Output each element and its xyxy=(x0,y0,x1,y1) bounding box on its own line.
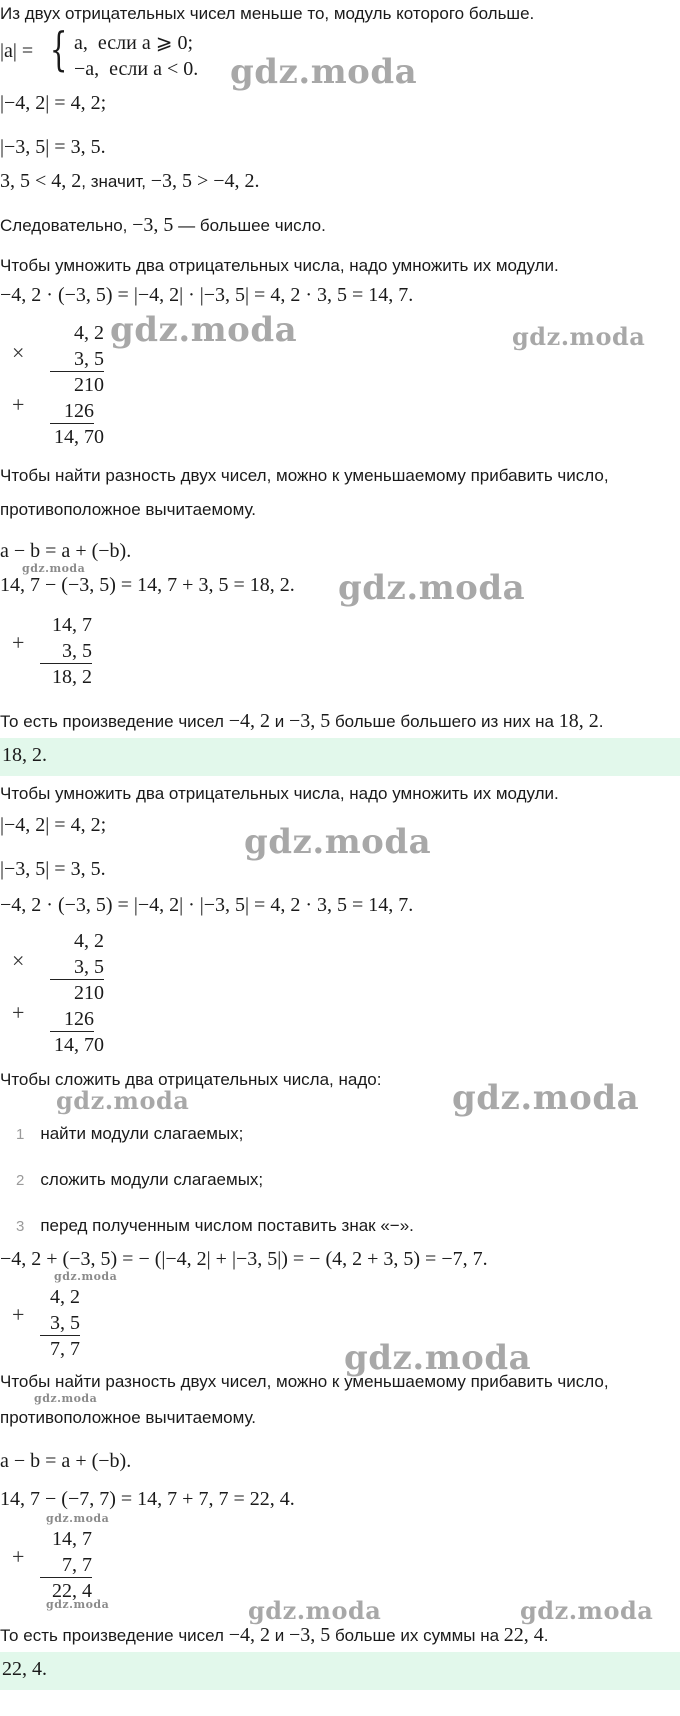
watermark-logo: gdz.moda xyxy=(46,1598,110,1611)
subtraction-rule: Чтобы найти разность двух чисел, можно к уменьшаемому прибавить число, xyxy=(0,466,609,485)
final-text: . xyxy=(543,1626,549,1645)
column-operand: 14, 7 xyxy=(52,614,92,636)
column-operand: 7, 7 xyxy=(40,1554,92,1578)
comparison-line xyxy=(0,170,260,193)
multiplication-equation: −4, 2 · (−3, 5) = |−4, 2| · |−3, 5| = 4, 2 · 3, 5 = 14, 7. xyxy=(0,894,414,916)
addition-equation: −4, 2 + (−3, 5) = − (|−4, 2| + |−3, 5|) = − (4, 2 + 3, 5) = −7, 7. xyxy=(0,1248,488,1270)
conclusion-tail: — большее число. xyxy=(173,216,326,235)
watermark-logo: gdz.moda xyxy=(46,1512,110,1525)
watermark-logo: gdz.moda xyxy=(110,310,298,350)
final-statement xyxy=(0,710,603,733)
column-operand: 4, 2 xyxy=(74,930,104,952)
column-result: 18, 2 xyxy=(52,666,92,688)
final-number: 18, 2 xyxy=(558,710,599,732)
list-text: найти модули слагаемых; xyxy=(40,1124,244,1143)
list-number: 2 xyxy=(16,1172,25,1189)
subtraction-formula: a − b = a + (−b). xyxy=(0,1450,132,1472)
answer-box xyxy=(0,738,680,776)
final-text: То есть произведение чисел xyxy=(0,712,229,731)
column-partial-product: 126 xyxy=(50,1008,94,1032)
multiplication-equation: −4, 2 · (−3, 5) = |−4, 2| · |−3, 5| = 4, 2 · 3, 5 = 14, 7. xyxy=(0,284,414,306)
watermark-logo: gdz.moda xyxy=(520,1596,654,1625)
abs-definition-case2: −a, если a < 0. xyxy=(74,58,199,80)
conclusion-text: Следовательно, xyxy=(0,216,133,235)
conclusion-number: −3, 5 xyxy=(132,214,174,236)
multiplication-rule: Чтобы умножить два отрицательных числа, надо умножить их модули. xyxy=(0,784,559,803)
watermark-logo: gdz.moda xyxy=(56,1086,190,1115)
addition-rule: Чтобы сложить два отрицательных числа, надо: xyxy=(0,1070,382,1089)
final-text: и xyxy=(269,712,289,731)
list-number: 3 xyxy=(16,1218,25,1235)
column-partial-product: 210 xyxy=(74,374,104,396)
column-operand: 3, 5 xyxy=(50,956,104,980)
list-item xyxy=(16,1216,414,1236)
final-number: 22, 4 xyxy=(503,1624,544,1646)
column-result: 22, 4 xyxy=(52,1580,92,1602)
plus-sign: + xyxy=(12,1544,25,1569)
list-text: сложить модули слагаемых; xyxy=(40,1170,264,1189)
brace-symbol: { xyxy=(49,22,68,76)
multiply-sign: × xyxy=(12,340,25,365)
final-text: . xyxy=(598,712,604,731)
final-number: −4, 2 xyxy=(228,1624,270,1646)
list-item xyxy=(16,1170,263,1190)
abs-definition-case1: a, если a ⩾ 0; xyxy=(74,32,194,54)
plus-sign: + xyxy=(12,1000,25,1025)
final-text: и xyxy=(269,1626,289,1645)
column-partial-product: 126 xyxy=(50,400,94,424)
watermark-logo: gdz.moda xyxy=(248,1596,382,1625)
column-result: 14, 70 xyxy=(54,1034,104,1056)
list-item xyxy=(16,1124,243,1144)
watermark-logo: gdz.moda xyxy=(34,1392,98,1405)
column-operand: 4, 2 xyxy=(74,322,104,344)
column-result: 7, 7 xyxy=(50,1338,80,1360)
subtraction-rule: противоположное вычитаемому. xyxy=(0,1408,257,1427)
watermark-logo: gdz.moda xyxy=(22,562,86,575)
column-operand: 3, 5 xyxy=(40,640,92,664)
subtraction-formula: a − b = a + (−b). xyxy=(0,540,132,562)
column-partial-product: 210 xyxy=(74,982,104,1004)
answer-value: 22, 4. xyxy=(2,1658,47,1680)
final-text: больше большего из них на xyxy=(330,712,559,731)
abs-value-line: |−4, 2| = 4, 2; xyxy=(0,814,107,836)
final-text: То есть произведение чисел xyxy=(0,1626,229,1645)
list-text: перед полученным числом поставить знак «−». xyxy=(40,1216,414,1235)
final-number: −3, 5 xyxy=(288,710,331,732)
plus-sign: + xyxy=(12,392,25,417)
column-operand: 3, 5 xyxy=(50,348,104,372)
comparison-expr: 3, 5 < 4, 2 xyxy=(0,170,82,192)
multiplication-rule: Чтобы умножить два отрицательных числа, надо умножить их модули. xyxy=(0,256,559,275)
watermark-logo: gdz.moda xyxy=(54,1270,118,1283)
final-statement xyxy=(0,1624,549,1647)
watermark-logo: gdz.moda xyxy=(344,1338,532,1378)
column-result: 14, 70 xyxy=(54,426,104,448)
multiply-sign: × xyxy=(12,948,25,973)
abs-definition-lhs: |a| = xyxy=(0,40,34,62)
conclusion-line xyxy=(0,214,326,237)
comparison-word: , значит, xyxy=(81,172,151,191)
abs-value-line: |−4, 2| = 4, 2; xyxy=(0,92,107,114)
list-number: 1 xyxy=(16,1126,25,1143)
plus-sign: + xyxy=(12,1302,25,1327)
final-text: больше их суммы на xyxy=(330,1626,504,1645)
comparison-result: −3, 5 > −4, 2. xyxy=(150,170,260,192)
watermark-logo: gdz.moda xyxy=(338,568,526,608)
subtraction-rule: противоположное вычитаемому. xyxy=(0,500,257,519)
plus-sign: + xyxy=(12,630,25,655)
final-number: −3, 5 xyxy=(288,1624,331,1646)
watermark-logo: gdz.moda xyxy=(452,1078,640,1118)
subtraction-equation: 14, 7 − (−7, 7) = 14, 7 + 7, 7 = 22, 4. xyxy=(0,1488,295,1510)
watermark-logo: gdz.moda xyxy=(244,822,432,862)
final-number: −4, 2 xyxy=(228,710,270,732)
answer-value: 18, 2. xyxy=(2,744,47,766)
column-operand: 4, 2 xyxy=(50,1286,80,1308)
column-operand: 14, 7 xyxy=(52,1528,92,1550)
intro-text: Из двух отрицательных чисел меньше то, модуль которого больше. xyxy=(0,4,535,23)
abs-value-line: |−3, 5| = 3, 5. xyxy=(0,136,106,158)
subtraction-rule: Чтобы найти разность двух чисел, можно к уменьшаемому прибавить число, xyxy=(0,1372,609,1391)
column-operand: 3, 5 xyxy=(40,1312,80,1336)
watermark-logo: gdz.moda xyxy=(230,52,418,92)
watermark-logo: gdz.moda xyxy=(512,322,646,351)
abs-value-line: |−3, 5| = 3, 5. xyxy=(0,858,106,880)
subtraction-equation: 14, 7 − (−3, 5) = 14, 7 + 3, 5 = 18, 2. xyxy=(0,574,295,596)
answer-box xyxy=(0,1652,680,1690)
